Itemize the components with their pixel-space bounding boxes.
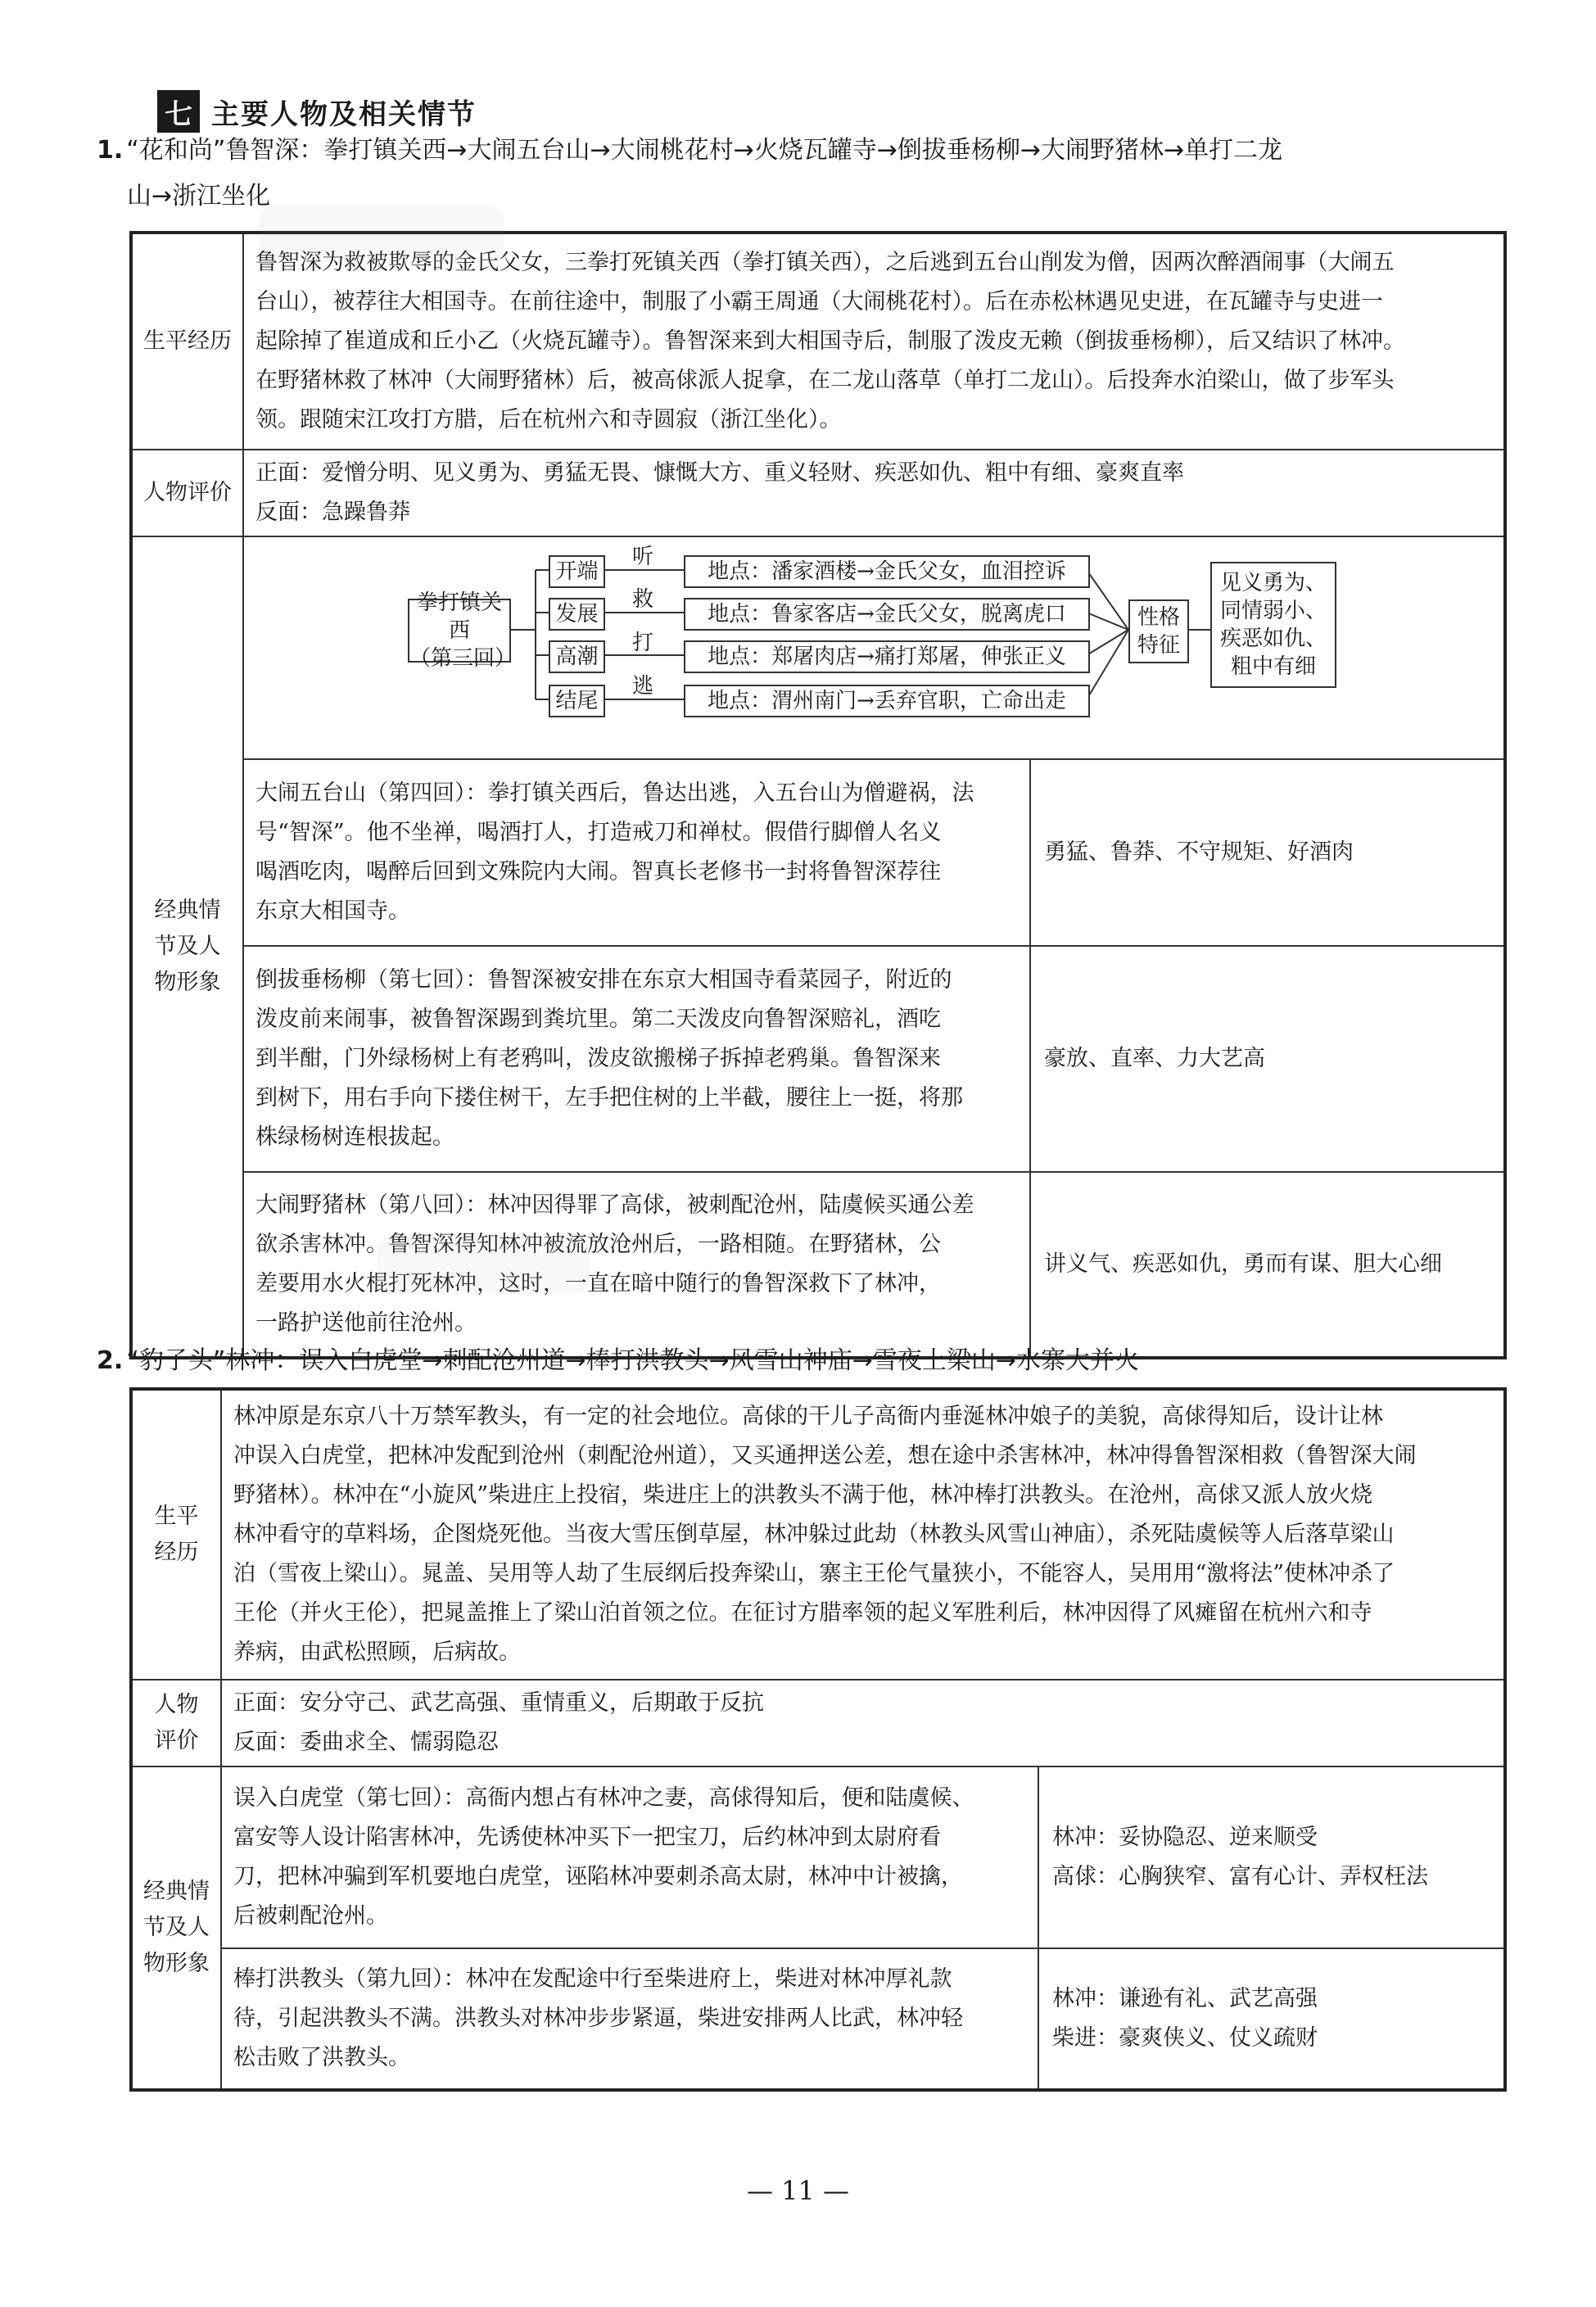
lu-diagram-row [131, 536, 1505, 759]
lu-episode-3-text: 大闹野猪林（第八回）：林冲因得罪了高俅，被刺配沧州，陆虞候买通公差 欲杀害林冲。鲁智深得知林冲被流放沧州后，一路相随。在野猪林，公 差要用水火棍打死林冲，这时，一直在暗中随行的鲁智深救下了林冲， 一路护送他前往沧州。 [243, 1172, 1030, 1358]
lu-life-text: 鲁智深为救被欺辱的金氏父女，三拳打死镇关西（拳打镇关西），之后逃到五台山削发为僧，因两次醉酒闹事（大闹五 台山），被荐往大相国寺。在前往途中，制服了小霸王周通（大闹桃花村）。后在赤松林遇见史进，在瓦罐寺与史进一 起除掉了崔道成和丘小乙（火烧瓦罐寺）。鲁智深来到大相国寺后，制服了泼皮无赖（倒拔垂杨柳），后又结识了林冲。 在野猪林救了林冲（大闹野猪林）后，被高俅派人捉拿，在二龙山落草（单打二龙山）。后投奔水泊梁山，做了步军头 领。跟随宋江攻打方腊，后在杭州六和寺圆寂（浙江坐化）。 [243, 233, 1505, 450]
lin-heading-text: “豹子头”林冲：误入白虎堂→刺配沧州道→棒打洪教头→风雪山神庙→雪夜上梁山→水寨大并火 [126, 1346, 1140, 1375]
diagram-trait-box: 性格 特征 [1128, 599, 1189, 663]
lu-eval-negative: 反面：急躁鲁莽 [255, 500, 410, 525]
diagram-detail-4: 地点：渭州南门→丢弃官职，亡命出走 [684, 685, 1090, 717]
lu-episode-row [131, 1172, 1505, 1358]
section-header [157, 88, 477, 134]
lin-life-row [131, 1389, 1505, 1680]
lin-episode-2-traits: 林冲：谦逊有礼、武艺高强 柴进：豪爽侠义、仗义疏财 [1038, 1948, 1505, 2090]
page-number: — 11 — [746, 2175, 850, 2206]
lu-number: 1. [97, 136, 124, 165]
lu-life-label: 生平经历 [131, 233, 243, 450]
lu-episode-row [131, 946, 1505, 1172]
lin-eval-row [131, 1680, 1505, 1766]
diagram-verb-3: 打 [632, 631, 654, 655]
diagram-verb-2: 救 [632, 587, 654, 612]
lu-plot-diagram [244, 537, 1399, 758]
lu-eval-label: 人物评价 [131, 450, 243, 536]
lin-episode-1-traits: 林冲：妥协隐忍、逆来顺受 高俅：心胸狭窄、富有心计、弄权枉法 [1038, 1766, 1505, 1948]
lin-eval-text [221, 1680, 1505, 1766]
lu-eval-row [131, 450, 1505, 536]
lin-life-label: 生平 经历 [131, 1389, 221, 1680]
lu-episode-2-traits: 豪放、直率、力大艺高 [1030, 946, 1505, 1172]
lin-heading [97, 1340, 1521, 1382]
diagram-detail-2: 地点：鲁家客店→金氏父女，脱离虎口 [684, 598, 1090, 631]
lin-eval-negative: 反面：委曲求全、懦弱隐忍 [233, 1730, 499, 1755]
lin-eval-label: 人物 评价 [131, 1680, 221, 1766]
lin-episode-1-text: 误入白虎堂（第七回）：高衙内想占有林冲之妻，高俅得知后，便和陆虞候、 富安等人设计陷害林冲，先诱使林冲买下一把宝刀，后约林冲到太尉府看 刀，把林冲骗到军机要地白虎堂，诬陷林冲要刺杀高太尉，林冲中计被擒， 后被刺配沧州。 [221, 1766, 1038, 1948]
section-title: 主要人物及相关情节 [211, 97, 477, 131]
diagram-verb-1: 听 [632, 545, 654, 569]
lu-heading-line1: “花和尚”鲁智深：拳打镇关西→大闹五台山→大闹桃花村→火烧瓦罐寺→倒拔垂杨柳→大闹野猪林→单打二龙 [126, 136, 1283, 165]
watermark-shape [259, 205, 504, 262]
lin-eval-positive: 正面：安分守己、武艺高强、重情重义，后期敢于反抗 [233, 1690, 764, 1716]
lin-life-text: 林冲原是东京八十万禁军教头，有一定的社会地位。高俅的干儿子高衙内垂涎林冲娘子的美貌，高俅得知后，设计让林 冲误入白虎堂，把林冲发配到沧州（刺配沧州道），又买通押送公差，想在途中杀害林冲，林冲得鲁智深相救（鲁智深大闹 野猪林）。林冲在“小旋风”柴进庄上投宿，柴进庄上的洪教头不满于他，林冲棒打洪教头。在沧州，高俅又派人放火烧 林冲看守的草料场，企图烧死他。当夜大雪压倒草屋，林冲躲过此劫（林教头风雪山神庙），杀死陆虞候等人后落草梁山 泊（雪夜上梁山）。晁盖、吴用等人劫了生辰纲后投奔梁山，寨主王伦气量狭小，不能容人，吴用用“激将法”使林冲杀了 王伦（并火王伦），把晁盖推上了梁山泊首领之位。在征讨方腊率领的起义军胜利后，林冲因得了风瘫留在杭州六和寺 养病，由武松照顾，后病故。 [221, 1389, 1505, 1680]
diagram-center-box: 拳打镇关西 （第三回） [409, 590, 517, 671]
diagram-detail-1: 地点：潘家酒楼→金氏父女，血泪控诉 [684, 555, 1090, 588]
lu-heading [97, 129, 1521, 172]
lu-diagram-cell [243, 536, 1505, 759]
diagram-stage-4: 结尾 [549, 685, 605, 717]
lu-eval-text [243, 450, 1505, 536]
lin-episode-row [131, 1948, 1505, 2090]
diagram-trait-list: 见义勇为、 同情弱小、 疾恶如仇、 粗中有细 [1210, 562, 1336, 688]
diagram-stage-1: 开端 [549, 555, 605, 588]
lu-classic-label: 经典情 节及人 物形象 [131, 536, 243, 1358]
lu-heading-cont [127, 175, 270, 218]
lu-life-row [131, 233, 1505, 450]
diagram-verb-4: 逃 [632, 674, 654, 699]
lu-episode-2-text: 倒拔垂杨柳（第七回）：鲁智深被安排在东京大相国寺看菜园子，附近的 泼皮前来闹事，被鲁智深踢到粪坑里。第二天泼皮向鲁智深赔礼，酒吃 到半酣，门外绿杨树上有老鸦叫，泼皮欲搬梯子拆掉老鸦巢。鲁智深来 到树下，用右手向下搂住树干，左手把住树的上半截，腰往上一挺，将那 株绿杨树连根拔起。 [243, 946, 1030, 1172]
diagram-stage-3: 高潮 [549, 640, 605, 673]
lin-table [129, 1387, 1507, 2092]
lu-eval-positive: 正面：爱憎分明、见义勇为、勇猛无畏、慷慨大方、重义轻财、疾恶如仇、粗中有细、豪爽直率 [255, 460, 1184, 486]
lu-episode-row [131, 759, 1505, 946]
diagram-stage-2: 发展 [549, 598, 605, 631]
lu-episode-3-traits: 讲义气、疾恶如仇，勇而有谋、胆大心细 [1030, 1172, 1505, 1358]
lin-number: 2. [97, 1346, 124, 1375]
lu-episode-1-text: 大闹五台山（第四回）：拳打镇关西后，鲁达出逃，入五台山为僧避祸，法 号“智深”。他不坐禅，喝酒打人，打造戒刀和禅杖。假借行脚僧人名义 喝酒吃肉，喝醉后回到文殊院内大闹。智真长老修书一封将鲁智深荐往 东京大相国寺。 [243, 759, 1030, 946]
section-badge: 七 [157, 90, 200, 133]
lu-heading-line2: 山→浙江坐化 [127, 182, 271, 210]
lu-table [129, 231, 1507, 1359]
lin-episode-2-text: 棒打洪教头（第九回）：林冲在发配途中行至柴进府上，柴进对林冲厚礼款 待，引起洪教头不满。洪教头对林冲步步紧逼，柴进安排两人比武，林冲轻 松击败了洪教头。 [221, 1948, 1038, 2090]
lin-episode-row [131, 1766, 1505, 1948]
lin-classic-label: 经典情 节及人 物形象 [131, 1766, 221, 2090]
diagram-detail-3: 地点：郑屠肉店→痛打郑屠，伸张正义 [684, 640, 1090, 673]
lu-episode-1-traits: 勇猛、鲁莽、不守规矩、好酒肉 [1030, 759, 1505, 946]
watermark-shape [377, 1237, 590, 1294]
